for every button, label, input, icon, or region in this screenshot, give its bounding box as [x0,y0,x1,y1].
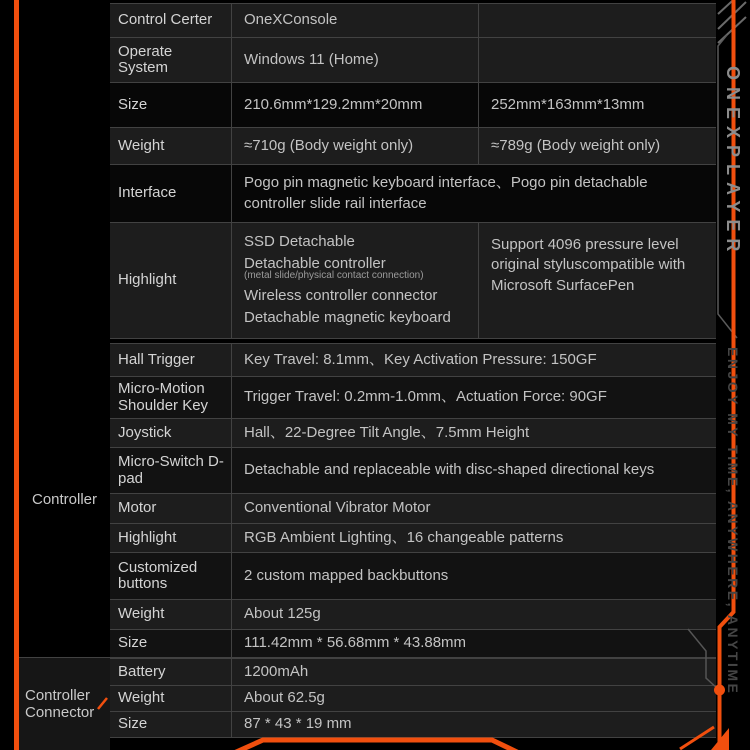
spec-value-secondary [478,38,716,82]
spec-value-secondary: ≈789g (Body weight only) [478,128,716,164]
table-row [110,493,716,523]
spec-value: 210.6mm*129.2mm*20mm [244,95,423,113]
table-row [110,344,716,376]
spec-value: Detachable and replaceable with disc-shaped directional keys [244,461,655,479]
table-row [110,376,716,418]
spec-label: Micro-Switch D-pad [110,448,232,493]
spec-value: Pogo pin magnetic keyboard interface、Pogo pin detachable controller slide rail interface [244,174,648,212]
spec-value-secondary: 252mm*163mm*13mm [478,83,716,127]
table-row [110,447,716,493]
spec-label: Operate System [110,38,232,82]
table-row [110,599,716,629]
spec-table-controller-connector [110,658,716,738]
table-row [110,418,716,447]
table-row [110,82,716,127]
bottom-trapezoid-decor [234,740,519,750]
highlight-line: Detachable controller [244,254,386,272]
sidebar-group-label: Controller Connector [25,686,95,721]
spec-value: 1200mAh [244,662,309,680]
spec-value: Windows 11 (Home) [244,50,379,68]
table-row [110,685,716,711]
table-row [110,629,716,657]
slogan-vertical-text: ENJOY MY TIME, ANYWHERE, ANYTIME [725,347,741,696]
spec-label: Control Certer [110,4,232,37]
spec-label: Interface [110,165,232,222]
spec-table-general [110,3,716,339]
spec-value: Hall、22-Degree Tilt Angle、7.5mm Height [244,423,530,441]
spec-label: Highlight [110,524,232,552]
table-row [110,552,716,599]
spec-label: Size [110,712,232,737]
spec-label: Size [110,630,232,657]
spec-label: Weight [110,600,232,629]
spec-value: ≈710g (Body weight only) [244,136,414,154]
spec-value-secondary: Support 4096 pressure level original styluscompatible with Microsoft SurfacePen [478,223,716,338]
spec-label: Customized buttons [110,553,232,599]
brand-vertical-text: ONEXPLAYER [723,66,743,259]
highlight-fine-print: (metal slide/physical contact connection) [244,270,424,282]
spec-value: RGB Ambient Lighting、16 changeable patterns [244,528,564,546]
table-row [110,127,716,164]
highlight-line: Detachable magnetic keyboard [244,309,451,327]
table-row [110,164,716,222]
spec-label: Weight [110,128,232,164]
spec-label: Highlight [110,223,232,338]
sidebar-group-controller-connector [19,657,110,750]
spec-value: 111.42mm * 56.68mm * 43.88mm [244,634,467,652]
spec-value: About 62.5g [244,689,325,707]
table-row [110,711,716,737]
spec-label: Joystick [110,419,232,447]
sidebar-group-label: Controller [31,490,98,508]
table-row [110,659,716,685]
highlight-line: SSD Detachable [244,233,355,251]
spec-value [232,223,478,338]
highlight-line: Wireless controller connector [244,286,438,304]
spec-label: Hall Trigger [110,344,232,376]
table-row [110,37,716,82]
spec-value: Conventional Vibrator Motor [244,499,431,517]
spec-label: Battery [110,659,232,685]
table-row [110,4,716,37]
spec-label: Size [110,83,232,127]
spec-value: 2 custom mapped backbuttons [244,566,449,584]
spec-table-controller [110,343,716,658]
spec-label: Micro-Motion Shoulder Key [110,377,232,418]
spec-value-secondary [478,4,716,37]
table-row [110,523,716,552]
spec-value: Key Travel: 8.1mm、Key Activation Pressure: 150GF [244,350,597,368]
spec-label: Motor [110,494,232,523]
table-row [110,222,716,338]
spec-value: OneXConsole [244,11,338,29]
sidebar-group-controller [19,343,110,656]
spec-value: Trigger Travel: 0.2mm-1.0mm、Actuation Force: 90GF [244,388,607,406]
hatch-lines-decor [718,0,746,43]
spec-value: About 125g [244,605,321,623]
spec-value: 87 * 43 * 19 mm [244,715,352,733]
spec-label: Weight [110,686,232,711]
